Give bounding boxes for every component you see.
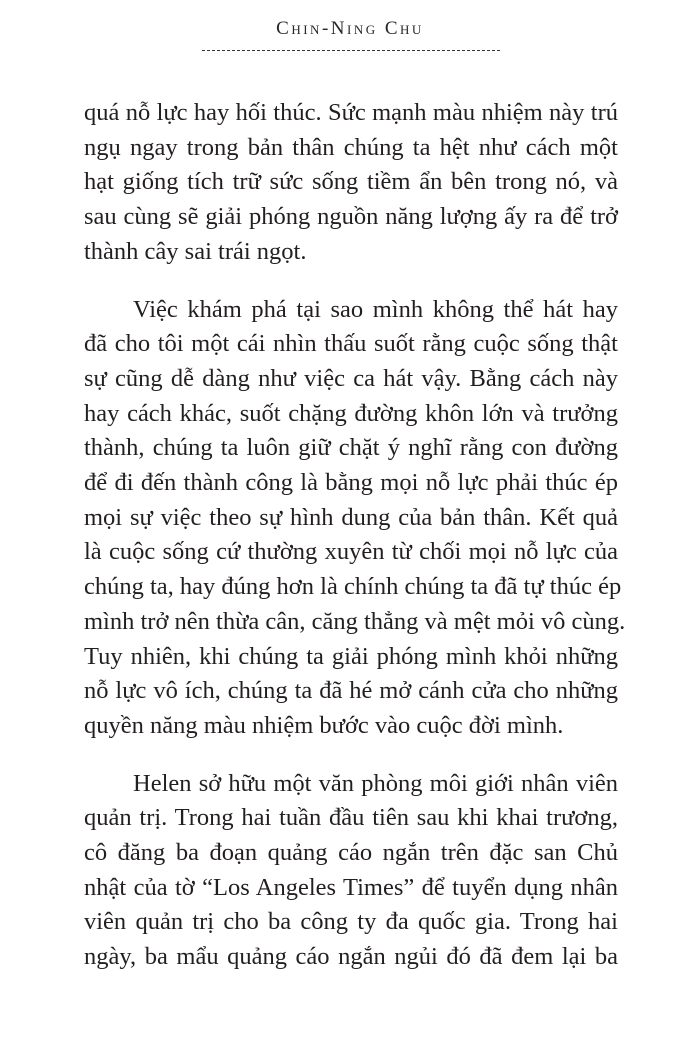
text-line: Tuy nhiên, khi chúng ta giải phóng mình khỏi những [84, 642, 618, 670]
text-line: hay cách khác, suốt chặng đường khôn lớn và trưởng [84, 399, 618, 427]
text-line: Việc khám phá tại sao mình không thể hát hay [133, 295, 618, 323]
paragraph-1 [84, 96, 618, 270]
running-head-author: Chin-Ning Chu [276, 18, 424, 39]
text-line: cô đăng ba đoạn quảng cáo ngắn trên đặc san Chủ [84, 839, 618, 867]
paragraph-2 [84, 293, 626, 744]
text-line: sự cũng dễ dàng như việc ca hát vậy. Bằng cách này [84, 364, 618, 392]
text-line: Helen sở hữu một văn phòng môi giới nhân viên [133, 769, 618, 797]
text-line: nỗ lực vô ích, chúng ta đã hé mở cánh cửa cho những [84, 677, 618, 705]
text-line: mọi sự việc theo sự hình dung của bản thân. Kết quả [84, 503, 618, 531]
text-line: ngày, ba mẩu quảng cáo ngắn ngủi đó đã đem lại ba [84, 943, 618, 971]
text-line: hạt giống tích trữ sức sống tiềm ẩn bên trong nó, và [84, 168, 618, 196]
text-line: thành cây sai trái ngọt. [84, 237, 307, 265]
text-line: sau cùng sẽ giải phóng nguồn năng lượng ấy ra để trở [84, 203, 618, 231]
text-line: để đi đến thành công là bằng mọi nỗ lực phải thúc ép [84, 469, 618, 497]
text-line: là cuộc sống cứ thường xuyên từ chối mọi nỗ lực của [84, 538, 618, 566]
text-line: viên quản trị cho ba công ty đa quốc gia. Trong hai [84, 908, 618, 936]
paragraph-3 [84, 767, 618, 975]
text-line: thành, chúng ta luôn giữ chặt ý nghĩ rằng con đường [84, 434, 618, 462]
text-line: mình trở nên thừa cân, căng thẳng và mệt mỏi vô cùng. [84, 607, 626, 635]
header-dashed-rule [202, 50, 500, 51]
page-body [84, 96, 626, 975]
text-line: quản trị. Trong hai tuần đầu tiên sau khi khai trương, [84, 804, 618, 832]
text-line: ngụ ngay trong bản thân chúng ta hệt như cách một [84, 133, 618, 161]
text-line: nhật của tờ “Los Angeles Times” để tuyển dụng nhân [84, 873, 618, 901]
text-line: quyền năng màu nhiệm bước vào cuộc đời mình. [84, 711, 564, 739]
text-line: đã cho tôi một cái nhìn thấu suốt rằng cuộc sống thật [84, 330, 618, 358]
text-line: chúng ta, hay đúng hơn là chính chúng ta đã tự thúc ép [84, 573, 622, 601]
text-line: quá nỗ lực hay hối thúc. Sức mạnh màu nhiệm này trú [84, 99, 618, 126]
